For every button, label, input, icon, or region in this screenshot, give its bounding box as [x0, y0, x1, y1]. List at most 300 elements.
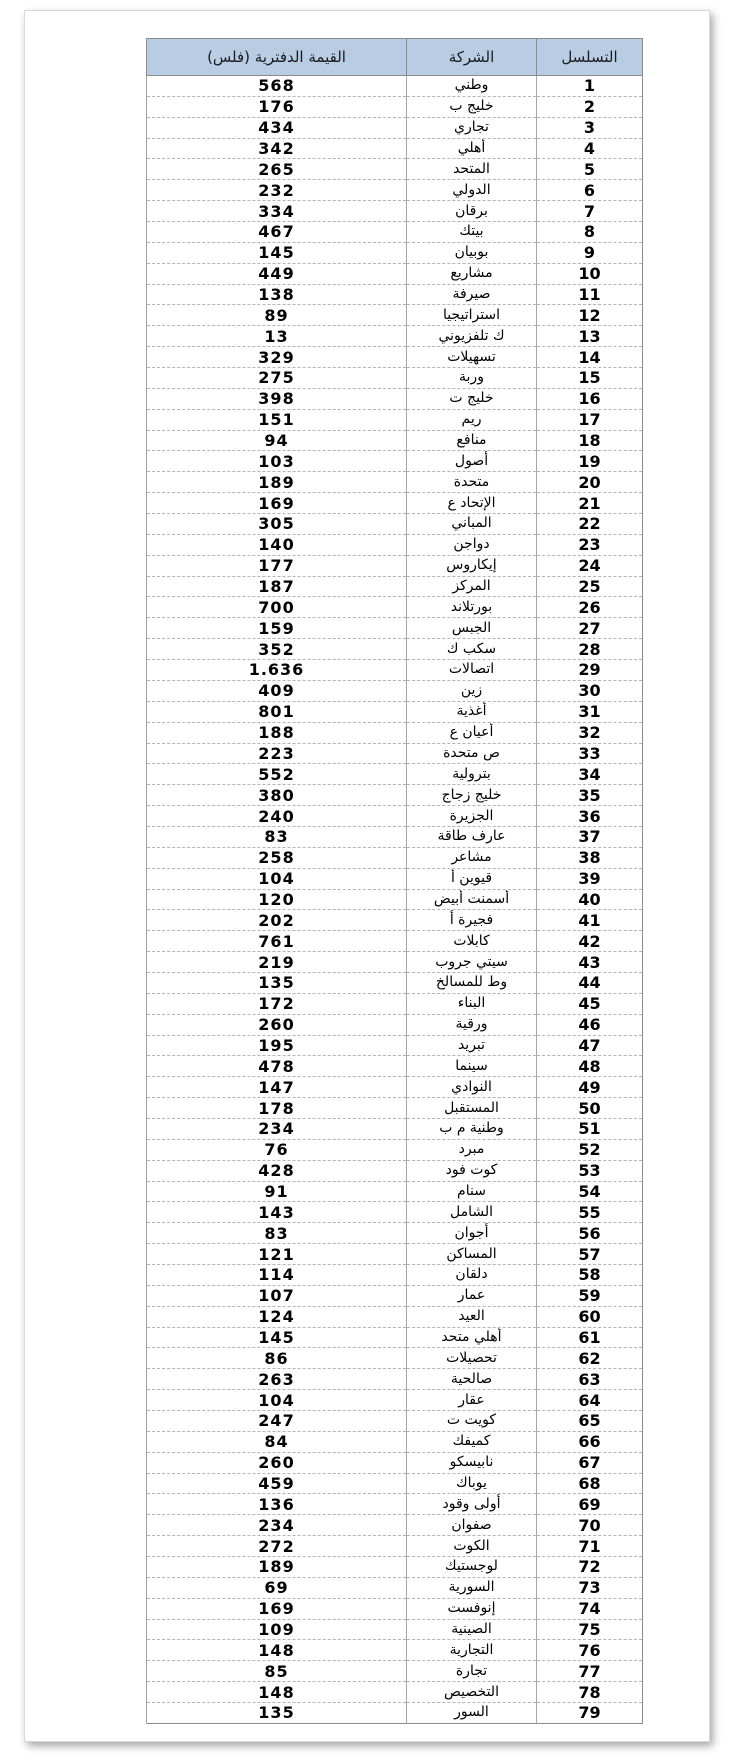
cell-book-value: 151: [147, 409, 407, 430]
table-row: [147, 96, 643, 117]
cell-book-value: 178: [147, 1098, 407, 1119]
cell-company: تبريد: [407, 1035, 537, 1056]
cell-book-value: 260: [147, 1452, 407, 1473]
cell-book-value: 275: [147, 368, 407, 389]
cell-company: خليج ب: [407, 96, 537, 117]
cell-book-value: 84: [147, 1431, 407, 1452]
cell-seq: 3: [537, 117, 643, 138]
cell-company: كويت ت: [407, 1411, 537, 1432]
cell-company: كابلات: [407, 931, 537, 952]
cell-book-value: 568: [147, 76, 407, 97]
table-row: [147, 201, 643, 222]
cell-seq: 71: [537, 1536, 643, 1557]
cell-seq: 65: [537, 1411, 643, 1432]
cell-seq: 21: [537, 493, 643, 514]
table-row: [147, 1098, 643, 1119]
cell-company: سنام: [407, 1181, 537, 1202]
cell-seq: 78: [537, 1682, 643, 1703]
cell-seq: 13: [537, 326, 643, 347]
cell-book-value: 467: [147, 222, 407, 243]
cell-seq: 74: [537, 1598, 643, 1619]
cell-company: أجوان: [407, 1223, 537, 1244]
cell-book-value: 114: [147, 1264, 407, 1285]
cell-seq: 8: [537, 222, 643, 243]
cell-book-value: 247: [147, 1411, 407, 1432]
cell-book-value: 188: [147, 722, 407, 743]
table-row: [147, 764, 643, 785]
cell-book-value: 148: [147, 1682, 407, 1703]
cell-company: البناء: [407, 993, 537, 1014]
table-row: [147, 1411, 643, 1432]
cell-seq: 15: [537, 368, 643, 389]
table-row: [147, 1577, 643, 1598]
cell-company: بورتلاند: [407, 597, 537, 618]
table-row: [147, 743, 643, 764]
cell-seq: 59: [537, 1285, 643, 1306]
cell-company: كوت فود: [407, 1160, 537, 1181]
cell-company: عمار: [407, 1285, 537, 1306]
cell-book-value: 434: [147, 117, 407, 138]
cell-company: المتحد: [407, 159, 537, 180]
cell-book-value: 409: [147, 680, 407, 701]
cell-company: بيتك: [407, 222, 537, 243]
table-row: [147, 931, 643, 952]
table-row: [147, 1536, 643, 1557]
table-row: [147, 1264, 643, 1285]
cell-company: عارف طاقة: [407, 826, 537, 847]
cell-seq: 72: [537, 1557, 643, 1578]
cell-company: كميفك: [407, 1431, 537, 1452]
table-row: [147, 639, 643, 660]
cell-company: الدولي: [407, 180, 537, 201]
table-row: [147, 1327, 643, 1348]
table-row: [147, 1703, 643, 1724]
table-row: [147, 472, 643, 493]
cell-book-value: 761: [147, 931, 407, 952]
cell-book-value: 104: [147, 868, 407, 889]
cell-seq: 69: [537, 1494, 643, 1515]
table-row: [147, 1515, 643, 1536]
cell-seq: 64: [537, 1390, 643, 1411]
table-row: [147, 1619, 643, 1640]
cell-seq: 7: [537, 201, 643, 222]
cell-seq: 33: [537, 743, 643, 764]
cell-book-value: 189: [147, 472, 407, 493]
cell-seq: 1: [537, 76, 643, 97]
cell-company: إنوفست: [407, 1598, 537, 1619]
table-row: [147, 1181, 643, 1202]
cell-seq: 50: [537, 1098, 643, 1119]
cell-company: أولى وقود: [407, 1494, 537, 1515]
table-row: [147, 1369, 643, 1390]
cell-company: صفوان: [407, 1515, 537, 1536]
cell-book-value: 265: [147, 159, 407, 180]
cell-book-value: 240: [147, 806, 407, 827]
cell-company: التجارية: [407, 1640, 537, 1661]
cell-company: وطني: [407, 76, 537, 97]
cell-book-value: 83: [147, 1223, 407, 1244]
cell-book-value: 103: [147, 451, 407, 472]
cell-company: المركز: [407, 576, 537, 597]
cell-company: عقار: [407, 1390, 537, 1411]
cell-seq: 25: [537, 576, 643, 597]
cell-book-value: 195: [147, 1035, 407, 1056]
table-row: [147, 514, 643, 535]
cell-seq: 34: [537, 764, 643, 785]
cell-company: إيكاروس: [407, 555, 537, 576]
cell-seq: 48: [537, 1056, 643, 1077]
cell-book-value: 89: [147, 305, 407, 326]
table-row: [147, 1223, 643, 1244]
cell-book-value: 263: [147, 1369, 407, 1390]
cell-seq: 26: [537, 597, 643, 618]
cell-company: التخصيص: [407, 1682, 537, 1703]
cell-company: الكوت: [407, 1536, 537, 1557]
cell-book-value: 147: [147, 1077, 407, 1098]
table-row: [147, 1431, 643, 1452]
table-row: [147, 1077, 643, 1098]
table-row: [147, 180, 643, 201]
cell-company: مشاريع: [407, 263, 537, 284]
table-row: [147, 284, 643, 305]
table-row: [147, 1306, 643, 1327]
cell-book-value: 138: [147, 284, 407, 305]
table-row: [147, 618, 643, 639]
cell-book-value: 120: [147, 889, 407, 910]
cell-book-value: 342: [147, 138, 407, 159]
table-row: [147, 347, 643, 368]
cell-book-value: 145: [147, 1327, 407, 1348]
cell-book-value: 69: [147, 1577, 407, 1598]
cell-seq: 35: [537, 785, 643, 806]
table-row: [147, 1285, 643, 1306]
table-row: [147, 1014, 643, 1035]
cell-seq: 39: [537, 868, 643, 889]
cell-company: نابيسكو: [407, 1452, 537, 1473]
cell-seq: 23: [537, 534, 643, 555]
header-company: الشركة: [407, 39, 537, 76]
table-row: [147, 1160, 643, 1181]
book-value-table: [146, 38, 643, 1724]
cell-seq: 73: [537, 1577, 643, 1598]
cell-book-value: 428: [147, 1160, 407, 1181]
cell-seq: 6: [537, 180, 643, 201]
cell-seq: 46: [537, 1014, 643, 1035]
cell-book-value: 148: [147, 1640, 407, 1661]
cell-seq: 31: [537, 701, 643, 722]
cell-company: السورية: [407, 1577, 537, 1598]
table-row: [147, 1056, 643, 1077]
cell-company: بوبيان: [407, 242, 537, 263]
table-row: [147, 1640, 643, 1661]
cell-book-value: 398: [147, 388, 407, 409]
table-row: [147, 701, 643, 722]
cell-company: منافع: [407, 430, 537, 451]
table-row: [147, 785, 643, 806]
cell-seq: 75: [537, 1619, 643, 1640]
table-row: [147, 1557, 643, 1578]
cell-book-value: 13: [147, 326, 407, 347]
cell-book-value: 459: [147, 1473, 407, 1494]
cell-seq: 68: [537, 1473, 643, 1494]
cell-book-value: 176: [147, 96, 407, 117]
cell-seq: 22: [537, 514, 643, 535]
cell-book-value: 260: [147, 1014, 407, 1035]
table-row: [147, 242, 643, 263]
table-row: [147, 680, 643, 701]
table-row: [147, 1682, 643, 1703]
table-header: [147, 39, 643, 76]
cell-book-value: 305: [147, 514, 407, 535]
table-row: [147, 76, 643, 97]
cell-company: الجزيرة: [407, 806, 537, 827]
cell-book-value: 334: [147, 201, 407, 222]
table-row: [147, 806, 643, 827]
cell-seq: 17: [537, 409, 643, 430]
cell-company: متحدة: [407, 472, 537, 493]
cell-company: سينما: [407, 1056, 537, 1077]
table-row: [147, 138, 643, 159]
table-row: [147, 368, 643, 389]
cell-seq: 32: [537, 722, 643, 743]
cell-seq: 79: [537, 1703, 643, 1724]
table-row: [147, 1452, 643, 1473]
table-row: [147, 263, 643, 284]
table-body: [147, 76, 643, 1724]
cell-company: وط للمسالخ: [407, 972, 537, 993]
cell-seq: 43: [537, 952, 643, 973]
table-row: [147, 1139, 643, 1160]
table-row: [147, 534, 643, 555]
cell-company: قيوين أ: [407, 868, 537, 889]
cell-seq: 41: [537, 910, 643, 931]
table-row: [147, 597, 643, 618]
table-row: [147, 451, 643, 472]
table-row: [147, 1473, 643, 1494]
cell-company: تجارة: [407, 1661, 537, 1682]
cell-company: الصينية: [407, 1619, 537, 1640]
cell-seq: 58: [537, 1264, 643, 1285]
table-row: [147, 1035, 643, 1056]
table-row: [147, 826, 643, 847]
cell-company: يوباك: [407, 1473, 537, 1494]
table-row: [147, 889, 643, 910]
cell-book-value: 85: [147, 1661, 407, 1682]
cell-book-value: 109: [147, 1619, 407, 1640]
cell-company: ريم: [407, 409, 537, 430]
cell-seq: 67: [537, 1452, 643, 1473]
cell-company: السور: [407, 1703, 537, 1724]
cell-seq: 38: [537, 847, 643, 868]
table-row: [147, 430, 643, 451]
cell-company: خليج ت: [407, 388, 537, 409]
cell-seq: 16: [537, 388, 643, 409]
cell-company: دلقان: [407, 1264, 537, 1285]
cell-company: سكب ك: [407, 639, 537, 660]
cell-company: النوادي: [407, 1077, 537, 1098]
cell-book-value: 121: [147, 1244, 407, 1265]
cell-book-value: 801: [147, 701, 407, 722]
cell-company: زين: [407, 680, 537, 701]
cell-book-value: 219: [147, 952, 407, 973]
cell-company: المباني: [407, 514, 537, 535]
cell-seq: 53: [537, 1160, 643, 1181]
cell-book-value: 169: [147, 1598, 407, 1619]
cell-company: لوجستيك: [407, 1557, 537, 1578]
cell-book-value: 449: [147, 263, 407, 284]
table-row: [147, 222, 643, 243]
cell-seq: 61: [537, 1327, 643, 1348]
cell-seq: 29: [537, 660, 643, 681]
cell-book-value: 140: [147, 534, 407, 555]
header-row: [147, 39, 643, 76]
cell-company: تجاري: [407, 117, 537, 138]
cell-book-value: 187: [147, 576, 407, 597]
table-row: [147, 493, 643, 514]
cell-book-value: 352: [147, 639, 407, 660]
cell-company: سيتي جروب: [407, 952, 537, 973]
cell-book-value: 86: [147, 1348, 407, 1369]
cell-company: العيد: [407, 1306, 537, 1327]
cell-company: تسهيلات: [407, 347, 537, 368]
cell-seq: 24: [537, 555, 643, 576]
header-seq: التسلسل: [537, 39, 643, 76]
cell-book-value: 83: [147, 826, 407, 847]
table-row: [147, 555, 643, 576]
cell-seq: 44: [537, 972, 643, 993]
cell-book-value: 159: [147, 618, 407, 639]
cell-book-value: 202: [147, 910, 407, 931]
table-row: [147, 847, 643, 868]
cell-company: صيرفة: [407, 284, 537, 305]
table-row: [147, 1348, 643, 1369]
cell-company: فجيرة أ: [407, 910, 537, 931]
cell-seq: 63: [537, 1369, 643, 1390]
cell-seq: 20: [537, 472, 643, 493]
cell-seq: 12: [537, 305, 643, 326]
book-value-table-container: [146, 38, 642, 1724]
header-book-value: القيمة الدفترية (فلس): [147, 39, 407, 76]
table-row: [147, 1494, 643, 1515]
cell-seq: 27: [537, 618, 643, 639]
cell-company: المستقبل: [407, 1098, 537, 1119]
cell-company: مبرد: [407, 1139, 537, 1160]
cell-book-value: 136: [147, 1494, 407, 1515]
cell-seq: 56: [537, 1223, 643, 1244]
cell-company: اتصالات: [407, 660, 537, 681]
table-row: [147, 576, 643, 597]
cell-book-value: 329: [147, 347, 407, 368]
table-row: [147, 117, 643, 138]
cell-book-value: 272: [147, 1536, 407, 1557]
cell-book-value: 124: [147, 1306, 407, 1327]
table-row: [147, 1390, 643, 1411]
cell-seq: 54: [537, 1181, 643, 1202]
cell-seq: 47: [537, 1035, 643, 1056]
cell-book-value: 172: [147, 993, 407, 1014]
table-row: [147, 910, 643, 931]
cell-company: ورقية: [407, 1014, 537, 1035]
cell-company: استراتيجيا: [407, 305, 537, 326]
table-row: [147, 305, 643, 326]
cell-company: أسمنت أبيض: [407, 889, 537, 910]
cell-company: ص متحدة: [407, 743, 537, 764]
table-row: [147, 993, 643, 1014]
cell-seq: 76: [537, 1640, 643, 1661]
cell-company: مشاعر: [407, 847, 537, 868]
table-row: [147, 1244, 643, 1265]
table-row: [147, 388, 643, 409]
cell-book-value: 107: [147, 1285, 407, 1306]
cell-company: المساكن: [407, 1244, 537, 1265]
cell-seq: 30: [537, 680, 643, 701]
table-row: [147, 1598, 643, 1619]
cell-seq: 55: [537, 1202, 643, 1223]
cell-book-value: 135: [147, 972, 407, 993]
cell-book-value: 700: [147, 597, 407, 618]
cell-seq: 9: [537, 242, 643, 263]
cell-seq: 14: [537, 347, 643, 368]
cell-company: أعيان ع: [407, 722, 537, 743]
cell-seq: 62: [537, 1348, 643, 1369]
cell-company: وربة: [407, 368, 537, 389]
table-row: [147, 868, 643, 889]
cell-book-value: 104: [147, 1390, 407, 1411]
table-row: [147, 660, 643, 681]
cell-seq: 19: [537, 451, 643, 472]
cell-seq: 51: [537, 1118, 643, 1139]
cell-book-value: 478: [147, 1056, 407, 1077]
table-row: [147, 326, 643, 347]
cell-book-value: 145: [147, 242, 407, 263]
cell-seq: 60: [537, 1306, 643, 1327]
cell-company: بترولية: [407, 764, 537, 785]
cell-company: برقان: [407, 201, 537, 222]
cell-book-value: 143: [147, 1202, 407, 1223]
cell-company: أهلي: [407, 138, 537, 159]
cell-book-value: 1.636: [147, 660, 407, 681]
cell-seq: 77: [537, 1661, 643, 1682]
cell-seq: 70: [537, 1515, 643, 1536]
cell-seq: 52: [537, 1139, 643, 1160]
cell-company: الشامل: [407, 1202, 537, 1223]
cell-seq: 2: [537, 96, 643, 117]
cell-seq: 66: [537, 1431, 643, 1452]
table-row: [147, 159, 643, 180]
cell-company: تحصيلات: [407, 1348, 537, 1369]
cell-seq: 57: [537, 1244, 643, 1265]
table-row: [147, 1661, 643, 1682]
cell-book-value: 76: [147, 1139, 407, 1160]
table-row: [147, 1202, 643, 1223]
cell-book-value: 552: [147, 764, 407, 785]
cell-book-value: 135: [147, 1703, 407, 1724]
cell-seq: 45: [537, 993, 643, 1014]
cell-seq: 36: [537, 806, 643, 827]
table-row: [147, 409, 643, 430]
cell-book-value: 94: [147, 430, 407, 451]
cell-seq: 40: [537, 889, 643, 910]
cell-seq: 11: [537, 284, 643, 305]
cell-book-value: 234: [147, 1515, 407, 1536]
cell-book-value: 223: [147, 743, 407, 764]
table-row: [147, 952, 643, 973]
cell-book-value: 380: [147, 785, 407, 806]
table-row: [147, 722, 643, 743]
cell-seq: 42: [537, 931, 643, 952]
cell-book-value: 169: [147, 493, 407, 514]
cell-book-value: 177: [147, 555, 407, 576]
